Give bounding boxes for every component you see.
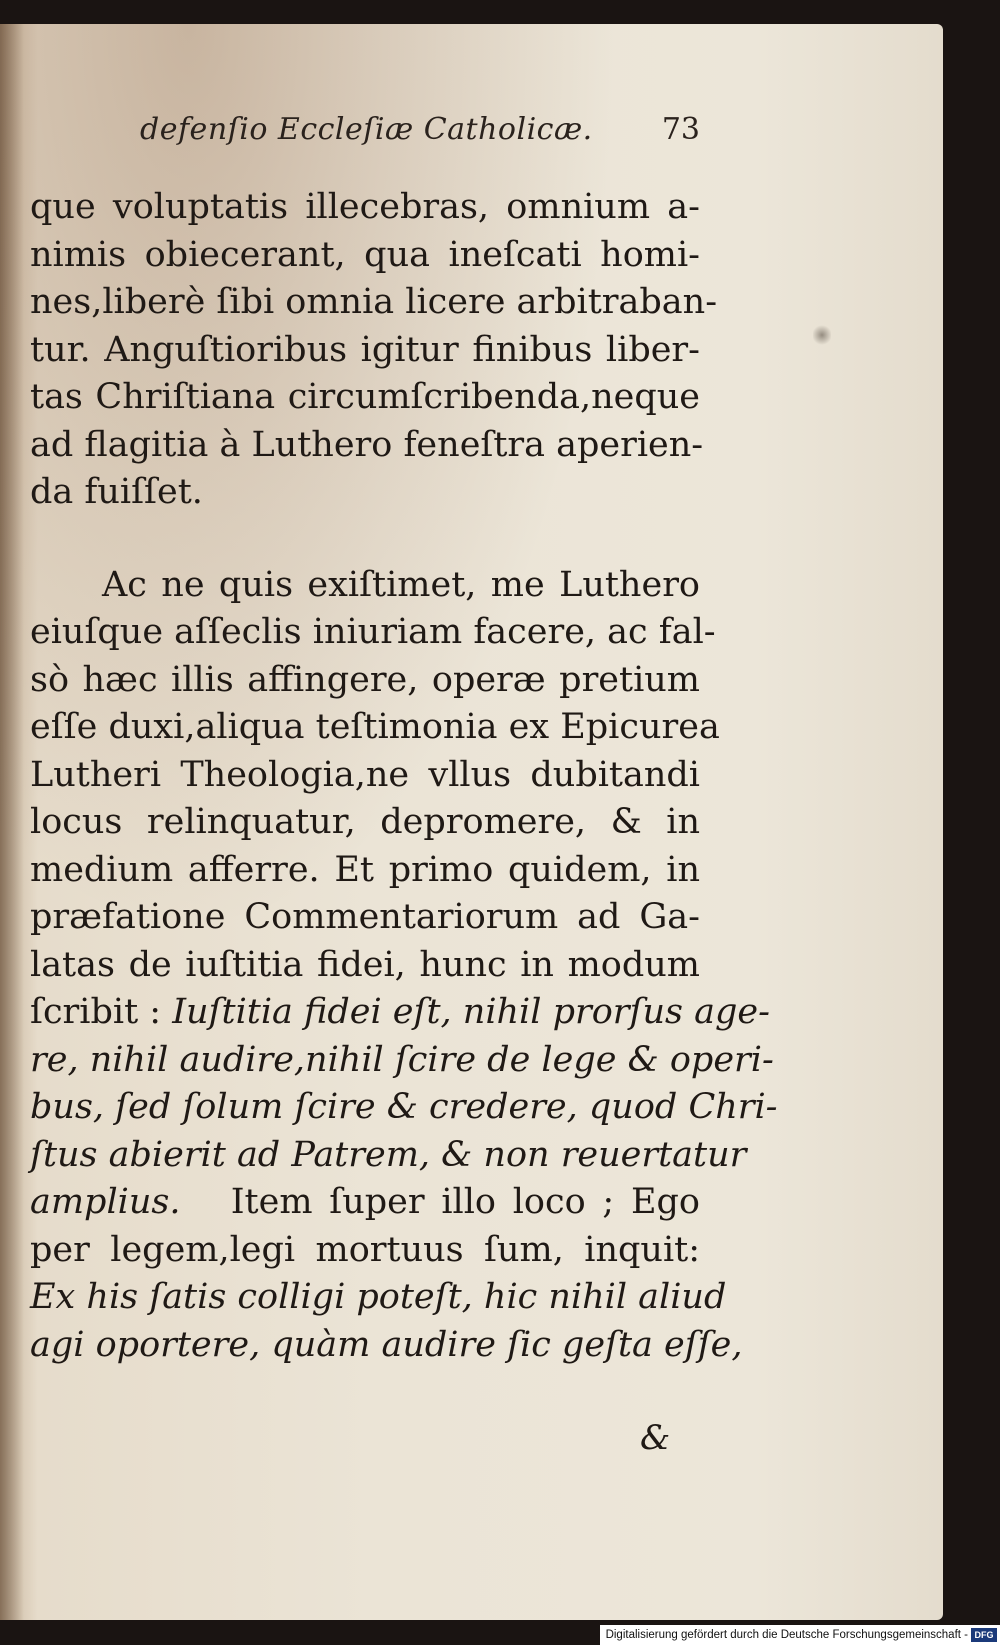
text-line: præfatione Commentariorum ad Ga-	[30, 897, 700, 937]
text-line: per legem,legi mortuus ſum, inquit:	[30, 1229, 700, 1270]
text-line: nes,liberè ſibi omnia licere arbitraban-	[30, 282, 718, 322]
catchword: &	[640, 1418, 671, 1458]
text-line: latas de iuſtitia fidei, hunc in modum	[30, 944, 700, 985]
text-line	[30, 1179, 700, 1227]
text-line: eſſe duxi,aliqua teſtimonia ex Epicurea	[30, 707, 720, 747]
text-line: nimis obiecerant, qua ineſcati homi-	[30, 234, 700, 275]
page-number: 73	[661, 112, 700, 147]
body-text	[30, 184, 778, 1369]
text-line: eiuſque aſſeclis iniuriam facere, ac fal-	[30, 612, 716, 652]
book-page	[0, 24, 943, 1620]
italic-quote-line: re, nihil audire,nihil ſcire de lege & operi-	[30, 1039, 774, 1080]
digitization-credit	[600, 1625, 1000, 1645]
credit-text: Digitalisierung gefördert durch die Deutsche Forschungsgemeinschaft -	[605, 1629, 968, 1641]
text-line: Lutheri Theologia,ne vllus dubitandi	[30, 754, 700, 795]
italic-quote-line: Ex his ſatis colligi poteſt, hic nihil aliud	[30, 1277, 727, 1317]
italic-quote-line: bus, ſed ſolum ſcire & credere, quod Chri-	[30, 1087, 778, 1127]
italic-quote-line: agi oportere, quàm audire ſic geſta eſſe,	[30, 1324, 743, 1365]
text-line: que voluptatis illecebras, omnium a-	[30, 187, 700, 227]
text-line: sò hæc illis affingere, operæ pretium	[30, 659, 700, 700]
text-line: ad flagitia à Luthero feneſtra aperien-	[30, 424, 704, 465]
text-line: tur. Anguſtioribus igitur finibus liber-	[30, 329, 700, 370]
italic-quote: amplius.	[30, 1182, 181, 1222]
paragraph-gap	[30, 517, 700, 562]
text-line: Ac ne quis exiſtimet, me Luthero	[102, 564, 700, 605]
text-line: locus relinquatur, depromere, & in	[30, 802, 700, 842]
text-line	[30, 989, 770, 1037]
italic-quote-line: ſtus abierit ad Patrem, & non reuertatur	[30, 1134, 747, 1175]
ink-speck	[813, 324, 831, 346]
running-title: defenſio Eccleſiæ Catholicæ.	[140, 112, 593, 147]
roman-text: ſcribit :	[30, 992, 173, 1032]
text-line: tas Chriſtiana circumſcribenda,neque	[30, 377, 700, 417]
italic-quote: Iuſtitia fidei eſt, nihil prorſus age-	[172, 992, 770, 1032]
text-line: medium afferre. Et primo quidem, in	[30, 849, 700, 890]
text-line: da fuiſſet.	[30, 472, 203, 512]
page-header	[140, 106, 700, 154]
roman-text: Item ſuper illo loco ; Ego	[180, 1182, 700, 1222]
dfg-logo: DFG	[971, 1628, 997, 1642]
